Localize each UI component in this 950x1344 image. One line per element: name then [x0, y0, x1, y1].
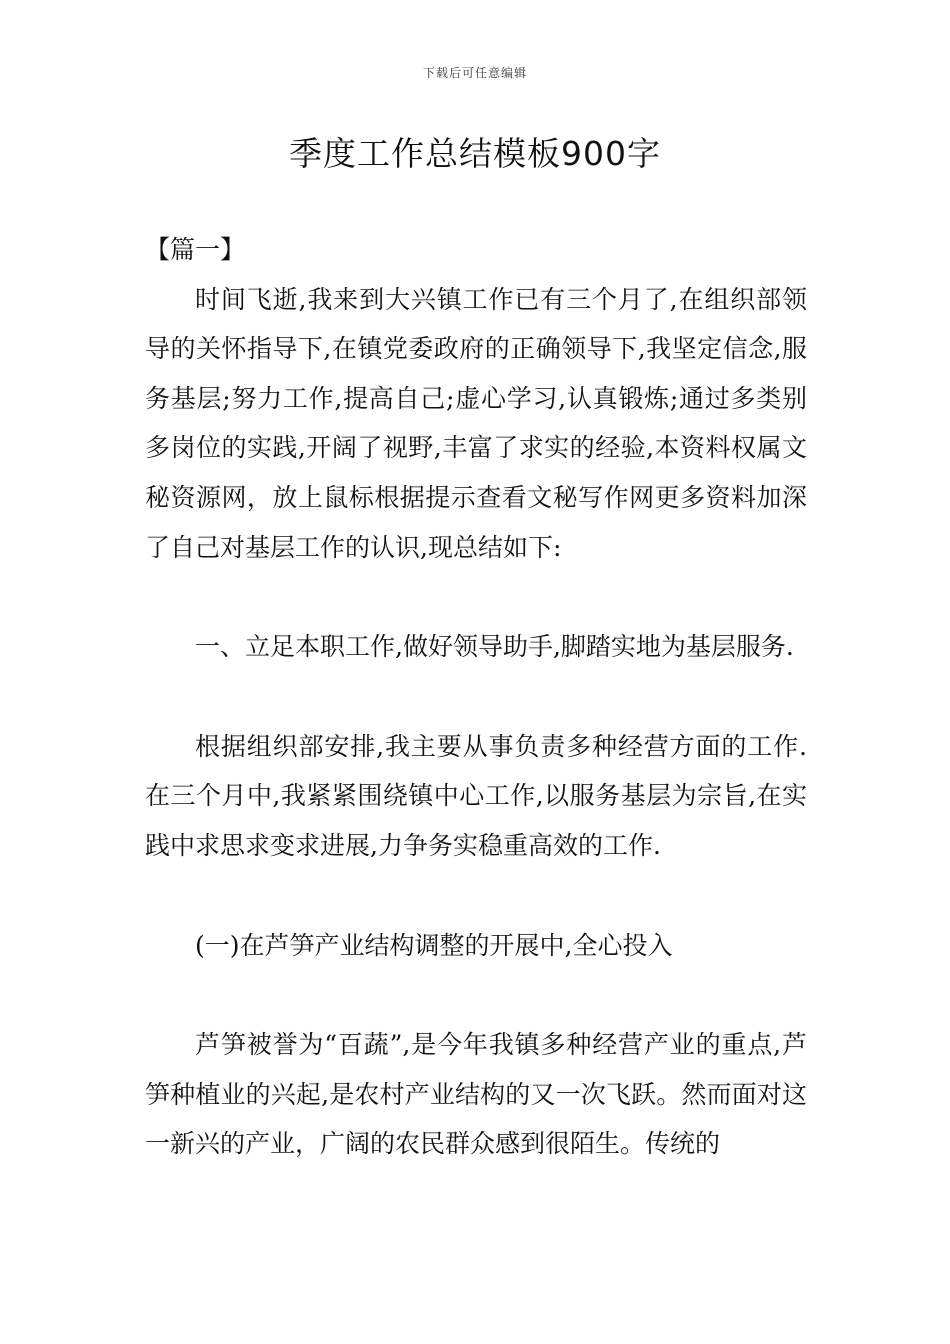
paragraph-intro: 时间飞逝,我来到大兴镇工作已有三个月了,在组织部领导的关怀指导下,在镇党委政府的正确领导下,我坚定信念,服务基层;努力工作,提高自己;虚心学习,认真锻炼;通过多类别多岗位的实践,开阔了视野,丰富了求实的经验,本资料权属文秘资源网，放上鼠标根据提示查看文秘写作网更多资料加深了自己对基层工作的认识,现总结如下:	[145, 284, 807, 562]
paragraph-subheading: (一)在芦笋产业结构调整的开展中,全心投入	[195, 930, 673, 960]
section-label: 【篇一】	[145, 235, 246, 264]
document-body	[145, 225, 807, 1169]
document-title: 季度工作总结模板900字	[289, 134, 661, 173]
paragraph-work-arrangement: 根据组织部安排,我主要从事负责多种经营方面的工作.在三个月中,我紧紧围绕镇中心工作,以服务基层为宗旨,在实践中求思求变求进展,力争务实稳重高效的工作.	[145, 731, 807, 860]
paragraph-asparagus: 芦笋被誉为“百蔬”,是今年我镇多种经营产业的重点,芦笋种植业的兴起,是农村产业结构的又一次飞跃。然而面对这一新兴的产业，广阔的农民群众感到很陌生。传统的	[145, 1030, 807, 1159]
paragraph-heading-one: 一、立足本职工作,做好领导助手,脚踏实地为基层服务.	[195, 632, 794, 662]
header-note: 下载后可任意编辑	[422, 66, 527, 80]
